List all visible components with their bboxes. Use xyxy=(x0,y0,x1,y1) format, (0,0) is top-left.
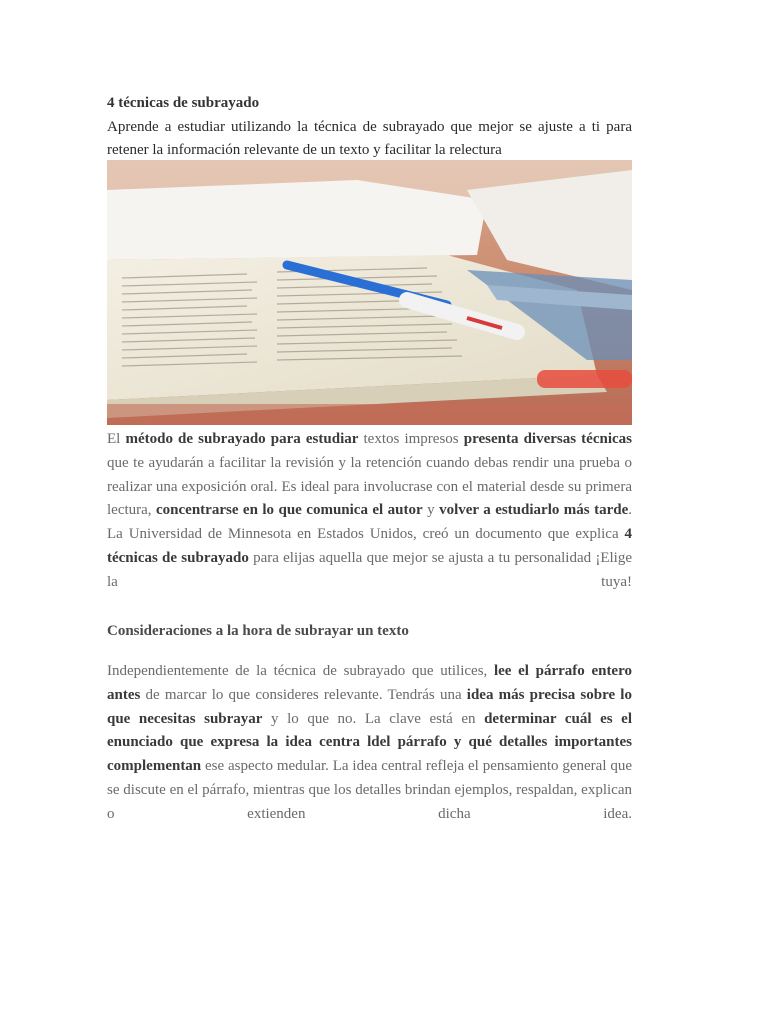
p1-bold-1: método de subrayado para estudiar xyxy=(125,431,359,447)
p2-bold-1: lee el párrafo entero antes xyxy=(107,663,632,703)
paragraph-consideraciones xyxy=(107,660,632,827)
p2-text-2: de marcar lo que consideres relevante. Tendrás una xyxy=(140,686,467,703)
article-intro: Aprende a estudiar utilizando la técnica de subrayado que mejor se ajuste a ti para retener la información relevante de un texto y facilitar la relectura xyxy=(107,119,632,158)
article-title: 4 técnicas de subrayado xyxy=(107,95,260,111)
p1-bold-4: volver a estudiarlo más tarde xyxy=(439,502,629,519)
p1-text-1: El xyxy=(107,431,126,447)
paragraph-metodo-subrayado xyxy=(107,428,632,595)
p2-bold-3: determinar cuál es el enunciado que expresa la idea centra ldel párrafo y qué detalles importantes complementan xyxy=(107,710,632,775)
p2-text-4: ese aspecto medular. La idea central refleja el pensamiento general que se discute en el párrafo, mientras que los detalles brindan ejemplos, respaldan, explican o extienden dicha idea. xyxy=(107,758,632,822)
p1-text-3: que te ayudarán a facilitar la revisión y la retención cuando debas rendir una prueba o realizar una exposición oral. Es ideal para involucrase con el material desde su primera lectura, xyxy=(107,454,632,519)
p1-text-6: para elijas aquella que mejor se ajusta a tu personalidad ¡Elige la tuya! xyxy=(107,549,632,590)
section-heading-consideraciones: Consideraciones a la hora de subrayar un texto xyxy=(107,623,409,639)
p1-text-2: textos impresos xyxy=(358,431,464,447)
p1-text-4: y xyxy=(422,502,440,519)
p2-text-3: y lo que no. La clave está en xyxy=(262,710,485,727)
p1-bold-2: presenta diversas técnicas xyxy=(463,431,632,447)
p1-bold-3: concentrarse en lo que comunica el autor xyxy=(156,502,423,519)
p2-bold-2: idea más precisa sobre lo que necesitas subrayar xyxy=(107,686,632,727)
p1-text-5: . La Universidad de Minnesota en Estados Unidos, creó un documento que explica xyxy=(107,502,632,543)
p1-bold-5: 4 técnicas de subrayado xyxy=(107,526,632,566)
study-photo xyxy=(107,160,632,425)
p2-text-1: Independientemente de la técnica de subrayado que utilices, xyxy=(107,663,494,679)
